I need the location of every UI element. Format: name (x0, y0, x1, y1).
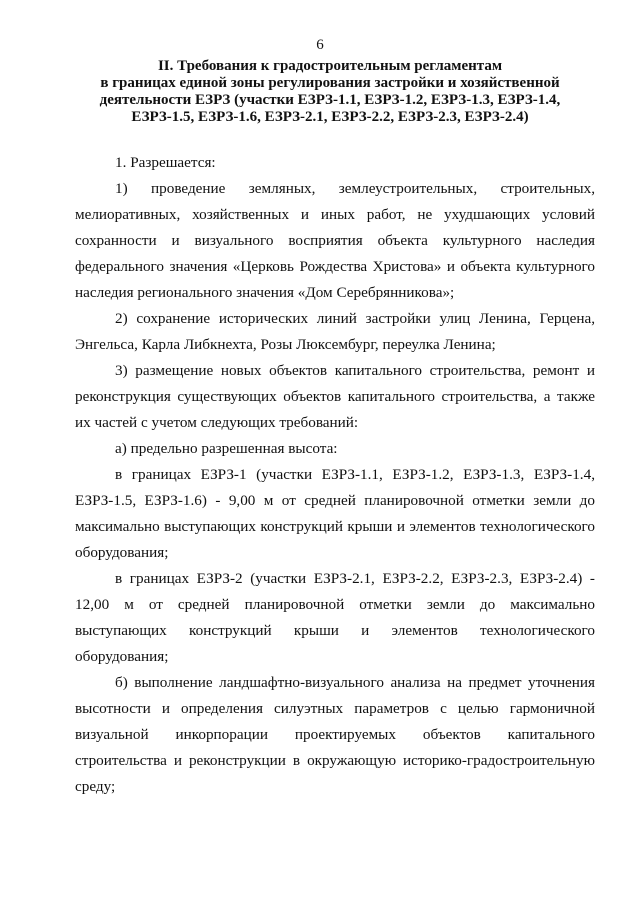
paragraph-ezrz-1-height: в границах ЕЗРЗ-1 (участки ЕЗРЗ-1.1, ЕЗРЗ-1.2, ЕЗРЗ-1.3, ЕЗРЗ-1.4, ЕЗРЗ-1.5, ЕЗРЗ-1.6) - 9,00 м от средней планировочной отметки земли до максимально выступающих конструкций крыши и элементов технологического оборудования; (75, 466, 595, 561)
paragraph-item-1: 1) проведение земляных, землеустроительных, строительных, мелиоративных, хозяйственных и иных работ, не ухудшающих условий сохранности и визуального восприятия объекта культурного наследия федерального значения «Церковь Рождества Христова» и объекта культурного наследия регионального значения «Дом Серебрянникова»; (75, 180, 595, 301)
page-number: 6 (316, 37, 324, 53)
section-heading (80, 58, 580, 126)
paragraph-ezrz-2-height: в границах ЕЗРЗ-2 (участки ЕЗРЗ-2.1, ЕЗРЗ-2.2, ЕЗРЗ-2.3, ЕЗРЗ-2.4) - 12,00 м от средней планировочной отметки земли до максимально выступающих конструкций крыши и элементов технологического оборудования; (75, 570, 595, 665)
heading-line-2: в границах единой зоны регулирования застройки и хозяйственной (100, 75, 560, 91)
heading-line-3: деятельности ЕЗРЗ (участки ЕЗРЗ-1.1, ЕЗРЗ-1.2, ЕЗРЗ-1.3, ЕЗРЗ-1.4, (99, 92, 561, 108)
document-body (75, 150, 595, 800)
paragraph-item-3a: а) предельно разрешенная высота: (115, 440, 338, 457)
paragraph-permitted: 1. Разрешается: (115, 154, 216, 171)
paragraph-item-3: 3) размещение новых объектов капитального строительства, ремонт и реконструкция существующих объектов капитального строительства, а также их частей с учетом следующих требований: (75, 362, 595, 431)
paragraph-item-2: 2) сохранение исторических линий застройки улиц Ленина, Герцена, Энгельса, Карла Либкнехта, Розы Люксембург, переулка Ленина; (75, 310, 595, 353)
heading-line-1: II. Требования к градостроительным регламентам (157, 58, 503, 74)
heading-line-4: ЕЗРЗ-1.5, ЕЗРЗ-1.6, ЕЗРЗ-2.1, ЕЗРЗ-2.2, ЕЗРЗ-2.3, ЕЗРЗ-2.4) (131, 109, 529, 125)
paragraph-item-3b: б) выполнение ландшафтно-визуального анализа на предмет уточнения высотности и определения силуэтных параметров с целью гармоничной визуальной инкорпорации проектируемых объектов капитального строительства и реконструкции в окружающую историко-градостроительную среду; (75, 674, 595, 795)
